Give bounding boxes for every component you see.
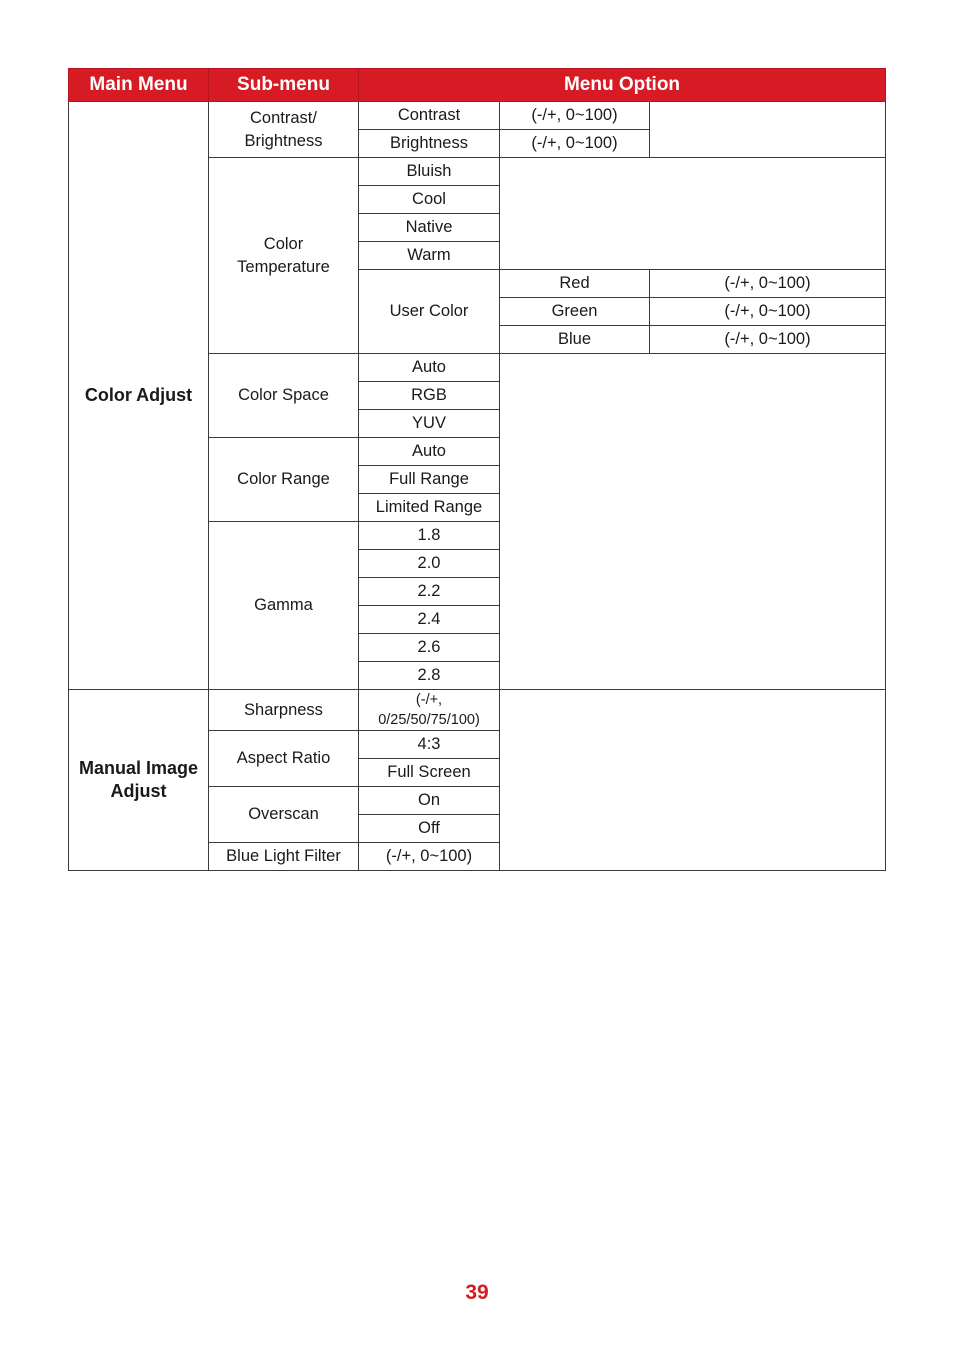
header-main-menu: Main Menu [69, 69, 209, 102]
option-contrast-range: (-/+, 0~100) [500, 102, 650, 130]
option-color-range-full: Full Range [359, 466, 500, 494]
option-warm: Warm [359, 242, 500, 270]
option-blue-light-filter-range: (-/+, 0~100) [359, 843, 500, 871]
option-color-space-yuv: YUV [359, 410, 500, 438]
empty-cell [500, 690, 886, 871]
sub-menu-color-range: Color Range [209, 438, 359, 522]
main-menu-manual-image-adjust: Manual Image Adjust [69, 690, 209, 871]
option-brightness: Brightness [359, 130, 500, 158]
header-sub-menu: Sub-menu [209, 69, 359, 102]
osd-menu-table [68, 68, 886, 871]
table-row [69, 102, 886, 130]
sub-menu-color-space: Color Space [209, 354, 359, 438]
option-user-color-blue-range: (-/+, 0~100) [650, 326, 886, 354]
option-overscan-on: On [359, 787, 500, 815]
option-user-color: User Color [359, 270, 500, 354]
option-gamma-2-6: 2.6 [359, 634, 500, 662]
option-gamma-2-8: 2.8 [359, 662, 500, 690]
option-color-range-auto: Auto [359, 438, 500, 466]
option-color-space-auto: Auto [359, 354, 500, 382]
sub-menu-sharpness: Sharpness [209, 690, 359, 731]
option-cool: Cool [359, 186, 500, 214]
option-gamma-1-8: 1.8 [359, 522, 500, 550]
option-color-range-limited: Limited Range [359, 494, 500, 522]
sub-menu-overscan: Overscan [209, 787, 359, 843]
option-gamma-2-0: 2.0 [359, 550, 500, 578]
option-contrast: Contrast [359, 102, 500, 130]
option-brightness-range: (-/+, 0~100) [500, 130, 650, 158]
option-user-color-green: Green [500, 298, 650, 326]
option-overscan-off: Off [359, 815, 500, 843]
sub-menu-aspect-ratio: Aspect Ratio [209, 731, 359, 787]
option-gamma-2-4: 2.4 [359, 606, 500, 634]
sub-menu-contrast-brightness: Contrast/ Brightness [209, 102, 359, 158]
sub-menu-gamma: Gamma [209, 522, 359, 690]
option-user-color-green-range: (-/+, 0~100) [650, 298, 886, 326]
page-number: 39 [465, 1281, 489, 1304]
option-aspect-full-screen: Full Screen [359, 759, 500, 787]
option-gamma-2-2: 2.2 [359, 578, 500, 606]
option-user-color-blue: Blue [500, 326, 650, 354]
empty-cell [500, 354, 886, 690]
option-aspect-4-3: 4:3 [359, 731, 500, 759]
sub-menu-color-temperature: Color Temperature [209, 158, 359, 354]
sub-menu-blue-light-filter: Blue Light Filter [209, 843, 359, 871]
option-color-space-rgb: RGB [359, 382, 500, 410]
option-sharpness-range: (-/+, 0/25/50/75/100) [359, 690, 500, 731]
option-bluish: Bluish [359, 158, 500, 186]
option-native: Native [359, 214, 500, 242]
option-user-color-red-range: (-/+, 0~100) [650, 270, 886, 298]
option-user-color-red: Red [500, 270, 650, 298]
main-menu-color-adjust: Color Adjust [69, 102, 209, 690]
empty-cell [500, 158, 886, 270]
header-menu-option: Menu Option [359, 69, 886, 102]
table-row [69, 690, 886, 731]
empty-cell [650, 102, 886, 158]
table-header-row [69, 69, 886, 102]
